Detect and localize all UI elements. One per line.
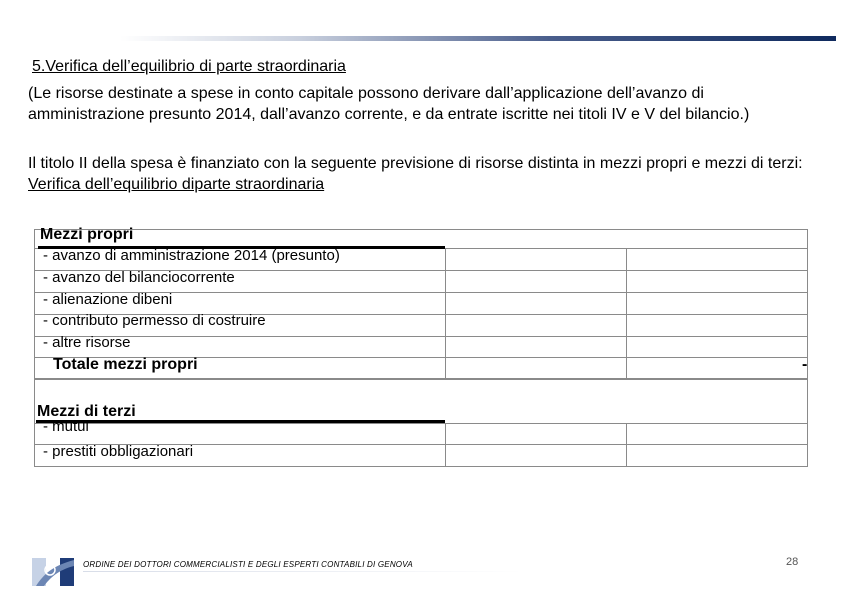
table-row-label: - mutui — [43, 418, 89, 435]
order-logo-icon — [30, 556, 76, 588]
totale-mezzi-propri-label: Totale mezzi propri — [53, 356, 198, 373]
intro-paragraph: (Le risorse destinate a spese in conto capitale possono derivare dall’applicazione dell’avanzo di amministrazione presunto 2014, dall’avanzo corrente, e da entrate iscritte nei titoli IV e V del bilancio.) — [28, 85, 750, 123]
totale-mezzi-propri-value: - — [802, 356, 808, 373]
table-row-label: - avanzo del bilanciocorrente — [43, 269, 235, 286]
footer-organization: ORDINE DEI DOTTORI COMMERCIALISTI E DEGLI ESPERTI CONTABILI DI GENOVA — [83, 560, 413, 569]
table-row-label: - altre risorse — [43, 334, 131, 351]
table-row-label: - prestiti obbligazionari — [43, 443, 194, 460]
financing-text: Il titolo II della spesa è finanziato con la seguente previsione di risorse distinta in mezzi propri e mezzi di terzi: — [28, 155, 803, 172]
mezzi-terzi-title: Mezzi di terzi — [37, 403, 136, 420]
section-heading: 5.Verifica dell’equilibrio di parte straordinaria — [32, 58, 346, 75]
financing-paragraph — [28, 153, 818, 195]
page-number: 28 — [786, 556, 799, 568]
footer-divider — [83, 571, 523, 572]
table-row-label: - alienazione dibeni — [43, 291, 173, 308]
mezzi-propri-title: Mezzi propri — [40, 226, 134, 243]
table-row-label: - avanzo di amministrazione 2014 (presunto) — [43, 247, 340, 264]
verification-link-text: Verifica dell’equilibrio diparte straordinaria — [28, 176, 325, 193]
table-row-label: - contributo permesso di costruire — [43, 312, 266, 329]
top-decorative-rule — [120, 36, 836, 41]
